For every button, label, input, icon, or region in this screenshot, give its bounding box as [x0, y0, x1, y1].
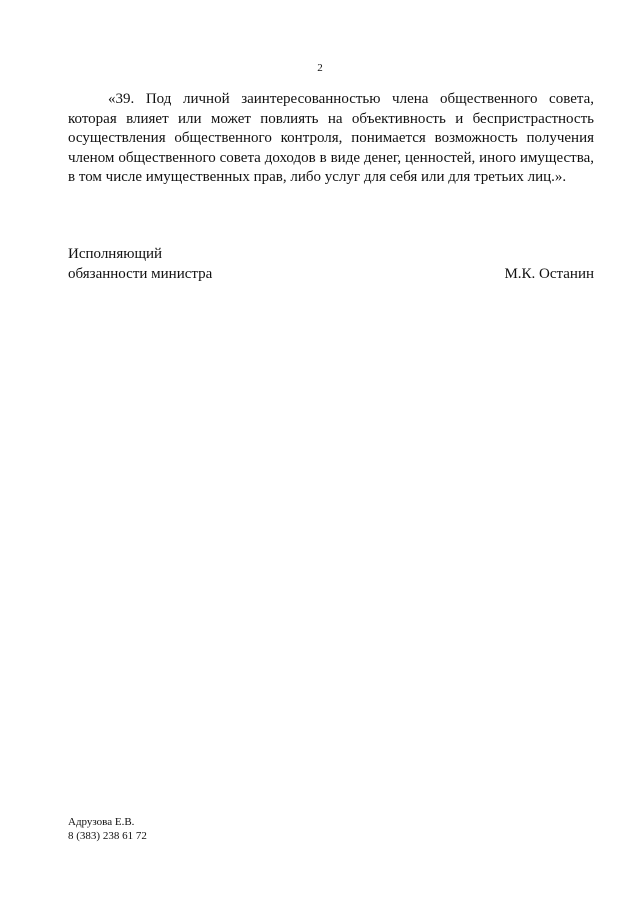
executor-phone: 8 (383) 238 61 72	[68, 830, 147, 842]
signature-block	[68, 245, 594, 284]
signatory-position-line1: Исполняющий	[68, 246, 163, 262]
body-paragraph: «39. Под личной заинтересованностью члена общественного совета, которая влияет или может повлиять на объективность и беспристрастность осуществления общественного контроля, понимается возможность получения членом общественного совета доходов в виде денег, ценностей, иного имущества, в том числе имущественных прав, либо услуг для себя или для третьих лиц.».	[68, 91, 594, 185]
signatory-position-line2: обязанности министра	[68, 265, 213, 282]
signatory-name: М.К. Останин	[504, 265, 594, 282]
signature-row	[68, 265, 594, 285]
executor-name: Адрузова Е.В.	[68, 816, 135, 828]
page-number: 2	[317, 62, 323, 74]
executor-footer	[68, 815, 147, 843]
